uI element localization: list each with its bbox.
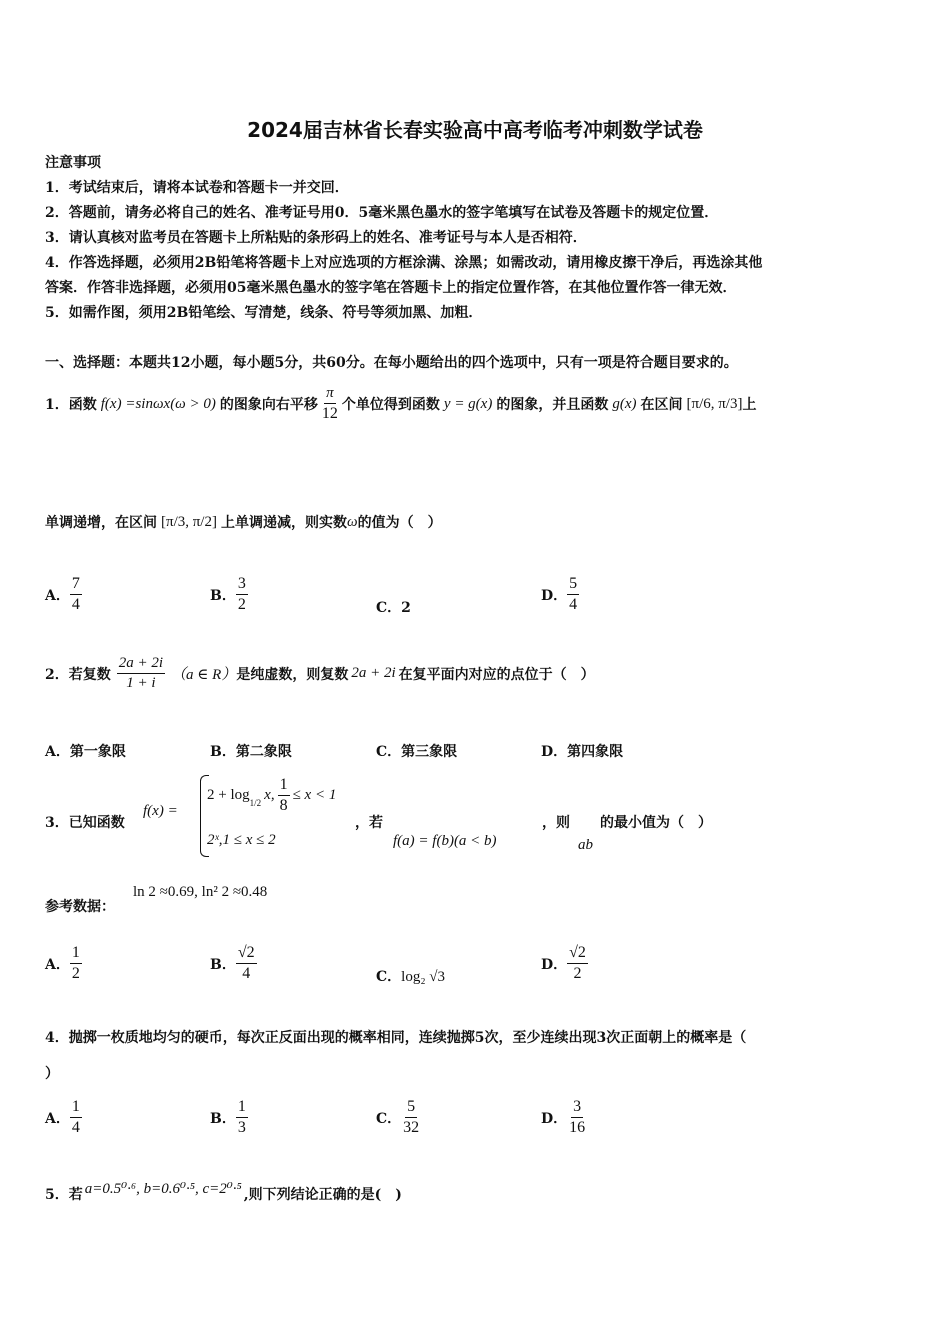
q3-number: 3．已知函数	[45, 815, 125, 831]
note-item: 5．如需作图，须用2B铅笔绘、写清楚，线条、符号等须加黑、加粗．	[45, 305, 483, 321]
q3-function: f(x) =	[143, 803, 178, 819]
q1-g-function: y = g(x)	[443, 395, 493, 412]
note-item: 1．考试结束后，请将本试卷和答题卡一并交回．	[45, 180, 349, 196]
q3-ab: ab	[578, 837, 593, 853]
note-item: 4．作答选择题，必须用2B铅笔将答题卡上对应选项的方框涂满、涂黑；如需改动，请用橡皮擦干净后，再选涂其他	[45, 255, 763, 271]
q3-option-b[interactable]: B． $\frac{√2}{4}$	[210, 944, 255, 983]
q3-text: 的最小值为（ ）	[600, 815, 712, 831]
q2-option-b[interactable]: B．第二象限	[210, 744, 292, 760]
q2-complex: 2a + 2i	[351, 665, 396, 682]
q1-option-b[interactable]: B． $\frac{3}{2}$	[210, 575, 246, 614]
q3-option-c[interactable]: C．log₂ √3	[376, 969, 446, 985]
q1-text: 的图象，并且函数	[496, 397, 609, 414]
q4-option-a[interactable]: A． $\frac{1}{4}$	[45, 1098, 80, 1137]
q1-text: 的值为（ ）	[357, 515, 442, 531]
note-item: 3．请认真核对监考员在答题卡上所粘贴的条形码上的姓名、准考证号与本人是否相符．	[45, 230, 587, 246]
q2-option-d[interactable]: D．第四象限	[541, 744, 624, 760]
q2-fraction: $\frac{2a + 2i}{1 + i}$	[118, 655, 164, 692]
q1-text: 在区间	[640, 397, 683, 414]
q5-expression: a=0.5⁰·⁶, b=0.6⁰·⁵, c=2⁰·⁵	[84, 1180, 242, 1197]
q1-g-function: g(x)	[612, 395, 637, 412]
page-title: 2024届吉林省长春实验高中高考临考冲刺数学试卷	[247, 118, 703, 142]
q4-option-c[interactable]: C． $\frac{5}{32}$	[376, 1098, 420, 1137]
q4-option-d[interactable]: D． $\frac{3}{16}$	[541, 1098, 586, 1137]
q1-option-a[interactable]: A． $\frac{7}{4}$	[45, 575, 80, 614]
option-fraction: $\frac{5}{4}$	[569, 575, 578, 614]
q1-option-d[interactable]: D． $\frac{5}{4}$	[541, 575, 578, 614]
q1-text: 上单调递减，则实数	[220, 515, 347, 531]
q1-function: f(x) =sinωx(ω > 0)	[100, 395, 216, 412]
question-4-line-2: ）	[45, 1066, 59, 1082]
q1-interval-1: [π/6, π/3]	[686, 395, 743, 412]
question-4-line-1: 4．抛掷一枚质地均匀的硬币，每次正反面出现的概率相同，连续抛掷5次，至少连续出现3次正面朝上的概率是（	[45, 1030, 747, 1046]
q3-option-a[interactable]: A． $\frac{1}{2}$	[45, 944, 80, 983]
q3-reference-data: ln 2 ≈0.69, ln² 2 ≈0.48	[133, 884, 268, 900]
question-1-line-1	[45, 385, 756, 424]
q3-option-d[interactable]: D． $\frac{√2}{2}$	[541, 944, 586, 983]
notes-heading: 注意事项	[45, 155, 101, 171]
option-fraction: $\frac{7}{4}$	[71, 575, 80, 614]
q2-text: 是纯虚数，则复数	[236, 666, 349, 683]
q1-interval-2: [π/3, π/2]	[161, 513, 217, 530]
q5-text: ,则下列结论正确的是( )	[243, 1187, 402, 1203]
q3-text: ，若	[355, 815, 383, 831]
q3-case-2: 2ˣ,1 ≤ x ≤ 2	[207, 832, 276, 848]
q1-option-c[interactable]: C．2	[376, 600, 411, 616]
q3-reference-label: 参考数据：	[45, 899, 115, 915]
q1-text: 的图象向右平移	[219, 397, 318, 414]
q1-omega: ω	[346, 513, 358, 530]
q2-option-a[interactable]: A．第一象限	[45, 744, 126, 760]
q1-shift-fraction: $\frac{\pi}{12}$	[321, 385, 338, 423]
note-item: 答案．作答非选择题，必须用05毫米黑色墨水的签字笔在答题卡上的指定位置作答，在其他位置作答一律无效．	[45, 280, 737, 296]
q2-number: 2．若复数	[45, 666, 111, 683]
q2-text: 在复平面内对应的点位于（ ）	[398, 666, 595, 683]
q1-number: 1．函数	[45, 397, 97, 414]
q3-text: ，则	[542, 815, 570, 831]
question-5	[45, 1180, 402, 1204]
q1-text: 上	[742, 397, 757, 414]
q5-number: 5．若	[45, 1187, 83, 1203]
section-heading: 一、选择题：本题共12小题，每小题5分，共60分。在每小题给出的四个选项中，只有一项是符合题目要求的。	[45, 355, 738, 371]
note-item: 2．答题前，请务必将自己的姓名、准考证号用0．5毫米黑色墨水的签字笔填写在试卷及答题卡的规定位置．	[45, 205, 719, 221]
question-1-line-2	[45, 512, 442, 532]
q2-condition: （a ∈ R）	[171, 667, 237, 684]
q1-text: 个单位得到函数	[341, 397, 440, 414]
q3-case-1: 2 + log 1/2 x, $\frac{1}{8}$ ≤ x < 1	[207, 776, 337, 815]
option-fraction: $\frac{3}{2}$	[237, 575, 246, 614]
q3-condition: f(a) = f(b)(a < b)	[393, 833, 497, 849]
q4-option-b[interactable]: B． $\frac{1}{3}$	[210, 1098, 246, 1137]
q2-option-c[interactable]: C．第三象限	[376, 744, 458, 760]
q1-text: 单调递增，在区间	[45, 515, 157, 531]
question-2	[45, 655, 595, 693]
